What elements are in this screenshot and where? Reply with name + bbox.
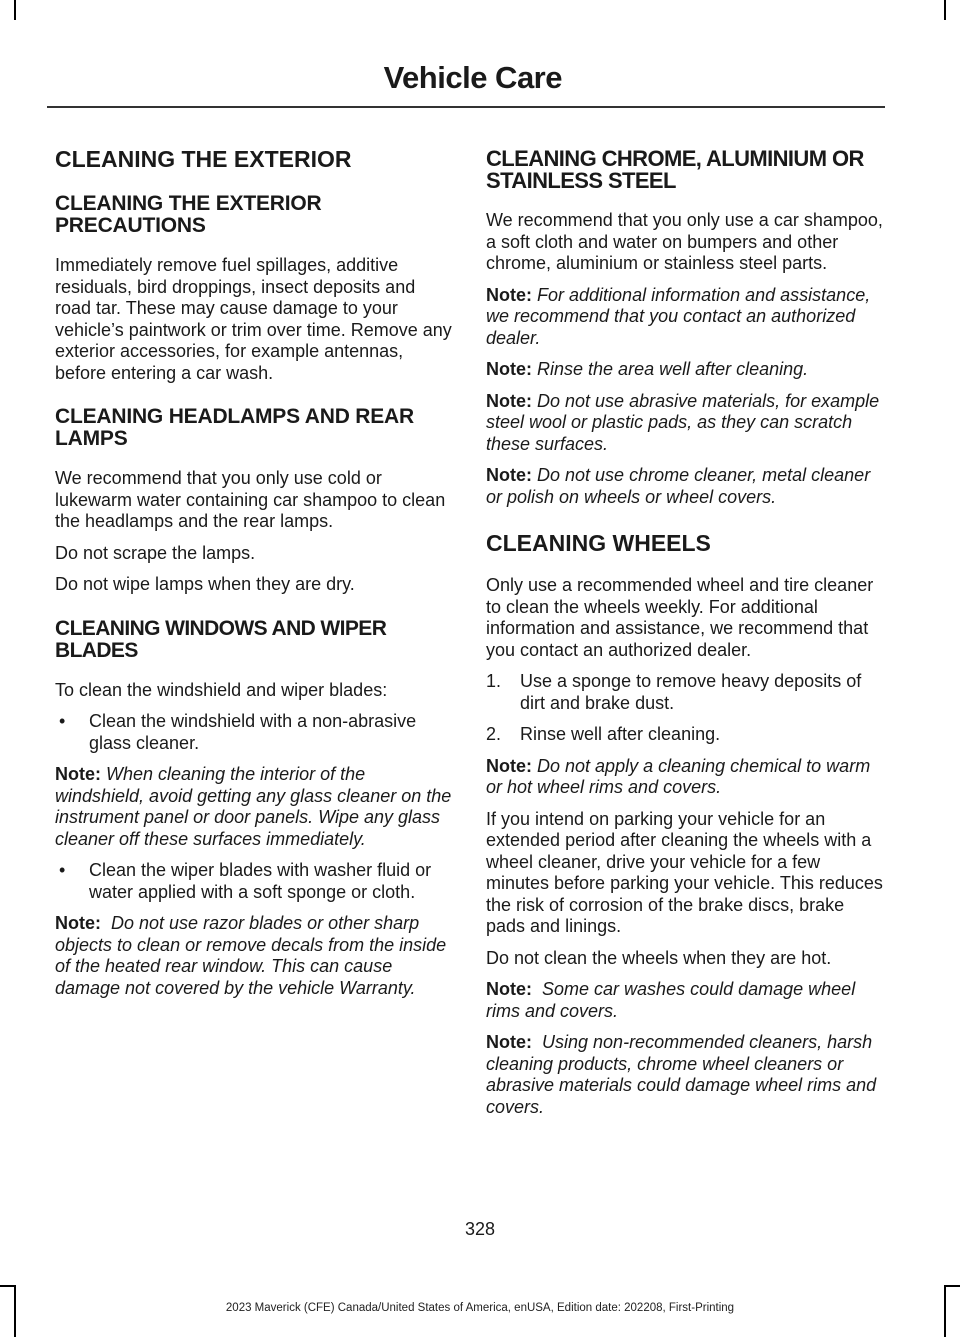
- list-item: [55, 860, 455, 903]
- crop-mark-bottom-right-h: [944, 1285, 960, 1287]
- note: [486, 979, 886, 1022]
- numbered-step: [486, 724, 886, 746]
- heading-headlamps: CLEANING HEADLAMPS AND REAR LAMPS: [55, 405, 414, 450]
- note-label: Note:: [486, 465, 532, 485]
- heading-chrome-aluminium: CLEANING CHROME, ALUMINIUM OR STAINLESS STEEL: [486, 146, 864, 193]
- note-text: For additional information and assistance, we recommend that you contact an authorized dealer.: [486, 284, 871, 348]
- note-label: Note:: [486, 755, 532, 776]
- note: [486, 285, 886, 350]
- note-text: Do not use chrome cleaner, metal cleaner or polish on wheels or wheel covers.: [486, 465, 871, 507]
- note-text: Using non-recommended cleaners, harsh cleaning products, chrome wheel cleaners or abrasive materials could damage wheel rims and covers.: [486, 1032, 877, 1117]
- note-text: When cleaning the interior of the windshield, avoid getting any glass cleaner on the instrument panel or door panels. Wipe any glass cleaner off these surfaces immediately.: [55, 764, 452, 849]
- note: [486, 756, 886, 799]
- note-text: Do not use razor blades or other sharp objects to clean or remove decals from the inside of the heated rear window. This can cause damage not covered by the vehicle Warranty.: [55, 913, 447, 998]
- chapter-heading: CLEANING THE EXTERIOR: [55, 146, 352, 172]
- list-item-text: Clean the windshield with a non-abrasive glass cleaner.: [89, 711, 417, 753]
- crop-mark-bottom-left-h: [0, 1285, 16, 1287]
- note-text: Rinse the area well after cleaning.: [537, 359, 809, 379]
- note-label: Note:: [486, 359, 532, 379]
- paragraph: Do not clean the wheels when they are hot.: [486, 947, 832, 968]
- section-title: Vehicle Care: [383, 60, 562, 95]
- paragraph: Only use a recommended wheel and tire cleaner to clean the wheels weekly. For additional information and assistance, we recommend that you contact an authorized dealer.: [486, 575, 874, 660]
- bullet-marker: •: [59, 860, 66, 880]
- note: [486, 391, 886, 456]
- note-label: Note:: [486, 390, 532, 411]
- note: [55, 913, 455, 999]
- note-label: Note:: [55, 913, 101, 933]
- left-column: [55, 148, 455, 1009]
- note-text: Do not use abrasive materials, for example steel wool or plastic pads, as they can scratch these surfaces.: [486, 390, 880, 454]
- note: [486, 1032, 886, 1118]
- step-text: Rinse well after cleaning.: [520, 724, 721, 744]
- note-text: Do not apply a cleaning chemical to warm or hot wheel rims and covers.: [486, 755, 871, 797]
- step-number: 1.: [486, 671, 502, 691]
- paragraph: Do not wipe lamps when they are dry.: [55, 574, 355, 594]
- heading-windows-wipers: CLEANING WINDOWS AND WIPER BLADES: [55, 616, 387, 662]
- numbered-step: [486, 671, 886, 714]
- crop-mark-top-left: [14, 0, 16, 20]
- note-label: Note:: [486, 284, 532, 305]
- paragraph: If you intend on parking your vehicle for an extended period after cleaning the wheels with a wheel cleaner, drive your vehicle for a few minutes before parking your vehicle. This reduces the risk of corrosion of the brake discs, brake pads and linings.: [486, 808, 883, 936]
- note-text: Some car washes could damage wheel rims and covers.: [486, 979, 856, 1021]
- paragraph: We recommend that you only use cold or lukewarm water containing car shampoo to clean the headlamps and the rear lamps.: [55, 468, 446, 531]
- header-divider: [47, 106, 885, 108]
- note-label: Note:: [486, 1032, 532, 1052]
- paragraph: Immediately remove fuel spillages, additive residuals, bird droppings, insect deposits and road tar. These may cause damage to your vehicle’s paintwork or trim over time. Remove any exterior accessories, for example antennas, before entering a car wash.: [55, 255, 452, 383]
- note: [486, 359, 886, 381]
- right-column: [486, 148, 886, 1128]
- note: [55, 764, 455, 850]
- step-text: Use a sponge to remove heavy deposits of dirt and brake dust.: [520, 671, 862, 713]
- heading-exterior-precautions: CLEANING THE EXTERIOR PRECAUTIONS: [55, 192, 322, 237]
- list-item: [55, 711, 455, 754]
- paragraph: Do not scrape the lamps.: [55, 542, 256, 563]
- crop-mark-top-right: [944, 0, 946, 20]
- edition-footer: 2023 Maverick (CFE) Canada/United States of America, enUSA, Edition date: 202208, First-Printing: [225, 1302, 735, 1314]
- note-label: Note:: [486, 979, 532, 999]
- step-number: 2.: [486, 724, 502, 744]
- list-item-text: Clean the wiper blades with washer fluid or water applied with a soft sponge or cloth.: [89, 860, 432, 902]
- note-label: Note:: [55, 764, 101, 784]
- note: [486, 465, 886, 508]
- page-number: 328: [464, 1219, 496, 1239]
- heading-wheels: CLEANING WHEELS: [486, 530, 711, 556]
- paragraph: We recommend that you only use a car shampoo, a soft cloth and water on bumpers and other chrome, aluminium or stainless steel parts.: [486, 210, 883, 273]
- paragraph: To clean the windshield and wiper blades:: [55, 679, 388, 700]
- bullet-marker: •: [59, 711, 66, 731]
